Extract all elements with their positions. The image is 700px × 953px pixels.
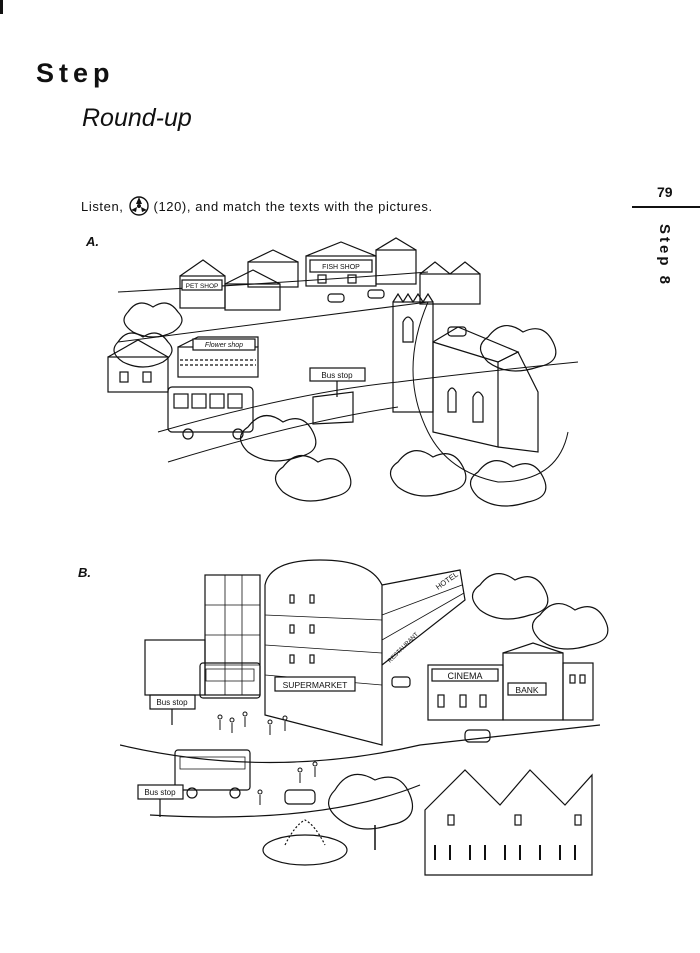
pet-shop-sign: PET SHOP xyxy=(185,283,219,290)
hotel-sign: HOTEL xyxy=(433,569,460,592)
cd-icon xyxy=(128,195,150,217)
cinema-sign: CINEMA xyxy=(447,671,483,681)
bus-stop-sign-a: Bus stop xyxy=(321,371,353,380)
bank-sign: BANK xyxy=(515,685,539,695)
bus-stop-sign-b1: Bus stop xyxy=(156,698,188,707)
bus-stop-2-picture-b xyxy=(138,785,183,817)
page-edge-mark xyxy=(0,0,3,14)
page-number-rule xyxy=(632,206,700,208)
picture-a-label: A. xyxy=(86,234,99,249)
bus-stop-sign-b2: Bus stop xyxy=(144,788,176,797)
fish-shop-building xyxy=(306,242,376,286)
flower-shop-building xyxy=(178,337,258,377)
hotel-restaurant-building xyxy=(382,570,465,665)
flower-shop-sign: Flower shop xyxy=(204,342,244,349)
step-heading: Step xyxy=(36,58,115,88)
picture-b-label: B. xyxy=(78,565,91,580)
fish-shop-sign: FISH SHOP xyxy=(322,264,360,271)
exercise-instruction xyxy=(81,195,433,217)
cinema-bank-buildings xyxy=(428,643,593,720)
pet-shop-building xyxy=(180,260,225,308)
instruction-text-start: Listen, xyxy=(81,198,124,214)
page-number: 79 xyxy=(657,184,673,200)
instruction-text-end: (120), and match the texts with the pictures. xyxy=(153,198,433,214)
fountain xyxy=(263,820,347,865)
bus-stop-picture-a xyxy=(310,368,365,424)
side-tab-label: Step 8 xyxy=(656,224,673,288)
restaurant-sign: RESTAURANT xyxy=(387,631,420,665)
picture-a-village xyxy=(98,232,608,522)
supermarket-building xyxy=(265,560,382,745)
church-building xyxy=(393,294,538,452)
bus-picture-a xyxy=(168,387,253,439)
picture-b-town xyxy=(120,545,615,900)
supermarket-sign: SUPERMARKET xyxy=(282,680,348,690)
bus-stop-1-picture-b xyxy=(150,695,195,725)
page-subtitle: Round-up xyxy=(82,104,192,132)
terraced-houses xyxy=(425,770,592,875)
